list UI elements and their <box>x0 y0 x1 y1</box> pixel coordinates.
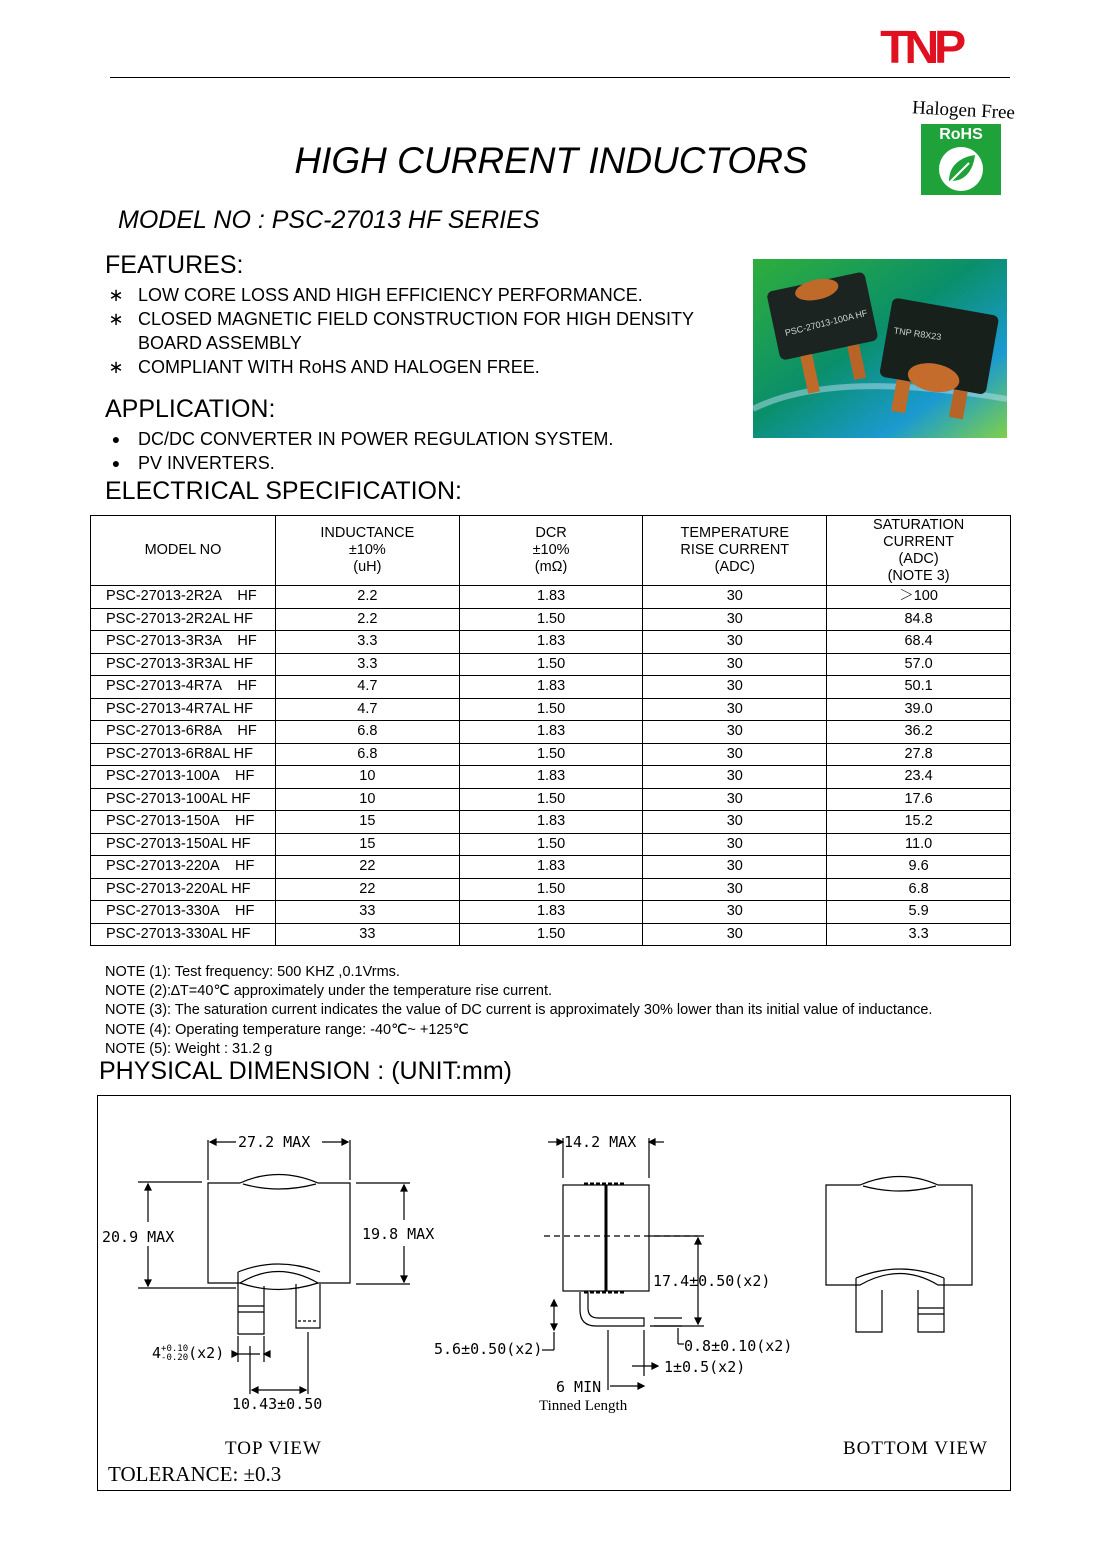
table-cell: 6.8 <box>275 743 459 766</box>
table-cell: 68.4 <box>827 631 1011 654</box>
table-cell: 3.3 <box>275 653 459 676</box>
dot-bullet-icon: ● <box>111 431 121 447</box>
column-header: TEMPERATURE RISE CURRENT (ADC) <box>643 516 827 586</box>
table-cell: 3.3 <box>275 631 459 654</box>
table-cell: 1.50 <box>459 698 643 721</box>
table-cell: 30 <box>643 856 827 879</box>
table-cell: 50.1 <box>827 676 1011 699</box>
column-header: SATURATION CURRENT (ADC) (NOTE 3) <box>827 516 1011 586</box>
table-cell: 30 <box>643 631 827 654</box>
spec-table <box>90 515 1011 946</box>
table-row <box>91 901 1011 924</box>
table-cell: 4.7 <box>275 698 459 721</box>
table-cell: PSC-27013-330A HF <box>91 901 276 924</box>
electrical-heading: ELECTRICAL SPECIFICATION: <box>105 477 463 505</box>
table-cell: 30 <box>643 743 827 766</box>
table-cell: 30 <box>643 653 827 676</box>
note-4: NOTE (4): Operating temperature range: -40℃~ +125℃ <box>105 1021 469 1038</box>
table-cell: 1.83 <box>459 811 643 834</box>
table-cell: PSC-27013-330AL HF <box>91 923 276 946</box>
table-row <box>91 721 1011 744</box>
dim-width: 27.2 MAX <box>238 1133 311 1151</box>
table-cell: 36.2 <box>827 721 1011 744</box>
table-cell: 1.50 <box>459 878 643 901</box>
table-cell: 30 <box>643 878 827 901</box>
table-cell: 11.0 <box>827 833 1011 856</box>
table-cell: PSC-27013-100AL HF <box>91 788 276 811</box>
table-row <box>91 833 1011 856</box>
dimension-drawing <box>97 1095 1011 1491</box>
table-cell: 6.8 <box>827 878 1011 901</box>
table-row <box>91 811 1011 834</box>
notes <box>105 963 932 1059</box>
table-cell: 30 <box>643 586 827 609</box>
halogen-free-label: Halogen Free <box>911 97 1016 124</box>
dim-tinned-label: Tinned Length <box>539 1398 628 1414</box>
table-cell: 17.6 <box>827 788 1011 811</box>
table-cell: 22 <box>275 856 459 879</box>
table-cell: 27.8 <box>827 743 1011 766</box>
table-cell: 30 <box>643 766 827 789</box>
table-cell: 2.2 <box>275 608 459 631</box>
table-cell: 10 <box>275 766 459 789</box>
note-5: NOTE (5): Weight : 31.2 g <box>105 1040 273 1057</box>
table-cell: 2.2 <box>275 586 459 609</box>
table-cell: PSC-27013-6R8AL HF <box>91 743 276 766</box>
table-cell: 30 <box>643 676 827 699</box>
model-number: MODEL NO : PSC-27013 HF SERIES <box>118 206 540 234</box>
table-cell: 3.3 <box>827 923 1011 946</box>
table-cell: 30 <box>643 608 827 631</box>
table-row <box>91 676 1011 699</box>
asterisk-bullet-icon: ∗ <box>108 357 124 377</box>
dot-bullet-icon: ● <box>111 455 121 471</box>
table-row <box>91 766 1011 789</box>
table-cell: 84.8 <box>827 608 1011 631</box>
table-cell: PSC-27013-100A HF <box>91 766 276 789</box>
asterisk-bullet-icon: ∗ <box>108 285 124 305</box>
table-cell: 1.83 <box>459 766 643 789</box>
table-cell: PSC-27013-150AL HF <box>91 833 276 856</box>
photo-marking-sub: TNP R8X23 <box>893 325 942 343</box>
table-cell: 30 <box>643 901 827 924</box>
bottom-view-drawing <box>826 1177 972 1333</box>
brand-logo: TNP <box>880 21 961 73</box>
table-cell: PSC-27013-220AL HF <box>91 878 276 901</box>
table-cell: 9.6 <box>827 856 1011 879</box>
table-cell: PSC-27013-2R2A HF <box>91 586 276 609</box>
table-cell: 1.83 <box>459 586 643 609</box>
table-cell: 1.83 <box>459 901 643 924</box>
dimension-drawing-lines <box>98 1096 1010 1490</box>
table-cell: 1.83 <box>459 856 643 879</box>
dim-height-body: 19.8 MAX <box>362 1225 435 1243</box>
table-cell: 1.83 <box>459 631 643 654</box>
table-row <box>91 631 1011 654</box>
table-row <box>91 653 1011 676</box>
note-2: NOTE (2):∆T=40℃ approximately under the temperature rise current. <box>105 983 553 1000</box>
table-cell: ＞100 <box>827 586 1011 609</box>
table-cell: PSC-27013-6R8A HF <box>91 721 276 744</box>
photo-marking: PSC-27013-100A HF <box>783 307 869 338</box>
table-cell: 23.4 <box>827 766 1011 789</box>
rohs-label: RoHS <box>939 126 983 143</box>
table-cell: PSC-27013-3R3AL HF <box>91 653 276 676</box>
table-cell: 1.83 <box>459 721 643 744</box>
table-cell: 1.50 <box>459 653 643 676</box>
table-row <box>91 698 1011 721</box>
dim-pin-height: 17.4±0.50(x2) <box>653 1272 771 1290</box>
physical-heading: PHYSICAL DIMENSION : (UNIT:mm) <box>99 1057 512 1085</box>
header-divider <box>110 77 1010 78</box>
table-cell: 33 <box>275 901 459 924</box>
note-1: NOTE (1): Test frequency: 500 KHZ ,0.1Vrms. <box>105 964 400 980</box>
table-cell: PSC-27013-3R3A HF <box>91 631 276 654</box>
table-cell: 15.2 <box>827 811 1011 834</box>
table-row <box>91 788 1011 811</box>
table-cell: 4.7 <box>275 676 459 699</box>
asterisk-bullet-icon: ∗ <box>108 309 124 329</box>
dim-lead: 5.6±0.50(x2) <box>434 1340 543 1358</box>
table-cell: 10 <box>275 788 459 811</box>
dim-depth: 14.2 MAX <box>564 1133 637 1151</box>
features-heading: FEATURES: <box>105 251 244 279</box>
table-cell: 39.0 <box>827 698 1011 721</box>
table-row <box>91 878 1011 901</box>
top-view-label: TOP VIEW <box>225 1438 322 1459</box>
table-cell: 1.50 <box>459 923 643 946</box>
table-row <box>91 586 1011 609</box>
dim-pin-width: 4 +0.10 -0.20 (x2) <box>152 1343 225 1363</box>
table-cell: 1.50 <box>459 788 643 811</box>
table-cell: 30 <box>643 698 827 721</box>
table-row <box>91 856 1011 879</box>
page-title: HIGH CURRENT INDUCTORS <box>294 140 808 181</box>
dim-height-total: 20.9 MAX <box>102 1228 175 1246</box>
application-heading: APPLICATION: <box>105 395 276 423</box>
table-cell: 1.83 <box>459 676 643 699</box>
table-cell: 1.50 <box>459 833 643 856</box>
column-header: DCR ±10% (mΩ) <box>459 516 643 586</box>
table-row <box>91 923 1011 946</box>
table-cell: 30 <box>643 923 827 946</box>
note-3: NOTE (3): The saturation current indicates the value of DC current is approximately 30% lower than its initial value of inductance. <box>105 1002 933 1019</box>
table-cell: 30 <box>643 788 827 811</box>
column-header: INDUCTANCE ±10% (uH) <box>275 516 459 586</box>
dim-lead-thickness: 0.8±0.10(x2) <box>684 1337 793 1355</box>
table-cell: 1.50 <box>459 743 643 766</box>
product-photo <box>753 259 1007 438</box>
table-cell: 30 <box>643 811 827 834</box>
dim-tinned-min: 6 MIN <box>556 1378 602 1396</box>
table-cell: 33 <box>275 923 459 946</box>
table-cell: 6.8 <box>275 721 459 744</box>
table-cell: 57.0 <box>827 653 1011 676</box>
dim-lead-width: 1±0.5(x2) <box>664 1358 746 1376</box>
table-cell: 30 <box>643 721 827 744</box>
table-cell: PSC-27013-150A HF <box>91 811 276 834</box>
table-cell: 1.50 <box>459 608 643 631</box>
table-cell: 15 <box>275 833 459 856</box>
table-row <box>91 608 1011 631</box>
table-cell: 5.9 <box>827 901 1011 924</box>
table-cell: 30 <box>643 833 827 856</box>
table-cell: 22 <box>275 878 459 901</box>
table-cell: PSC-27013-4R7AL HF <box>91 698 276 721</box>
table-cell: PSC-27013-4R7A HF <box>91 676 276 699</box>
dim-pin-pitch: 10.43±0.50 <box>232 1395 323 1413</box>
table-cell: 15 <box>275 811 459 834</box>
table-cell: PSC-27013-220A HF <box>91 856 276 879</box>
side-view-drawing <box>542 1138 704 1390</box>
tolerance-label: TOLERANCE: ±0.3 <box>108 1462 282 1486</box>
bottom-view-label: BOTTOM VIEW <box>843 1438 988 1459</box>
table-cell: PSC-27013-2R2AL HF <box>91 608 276 631</box>
table-row <box>91 743 1011 766</box>
column-header: MODEL NO <box>91 516 276 586</box>
